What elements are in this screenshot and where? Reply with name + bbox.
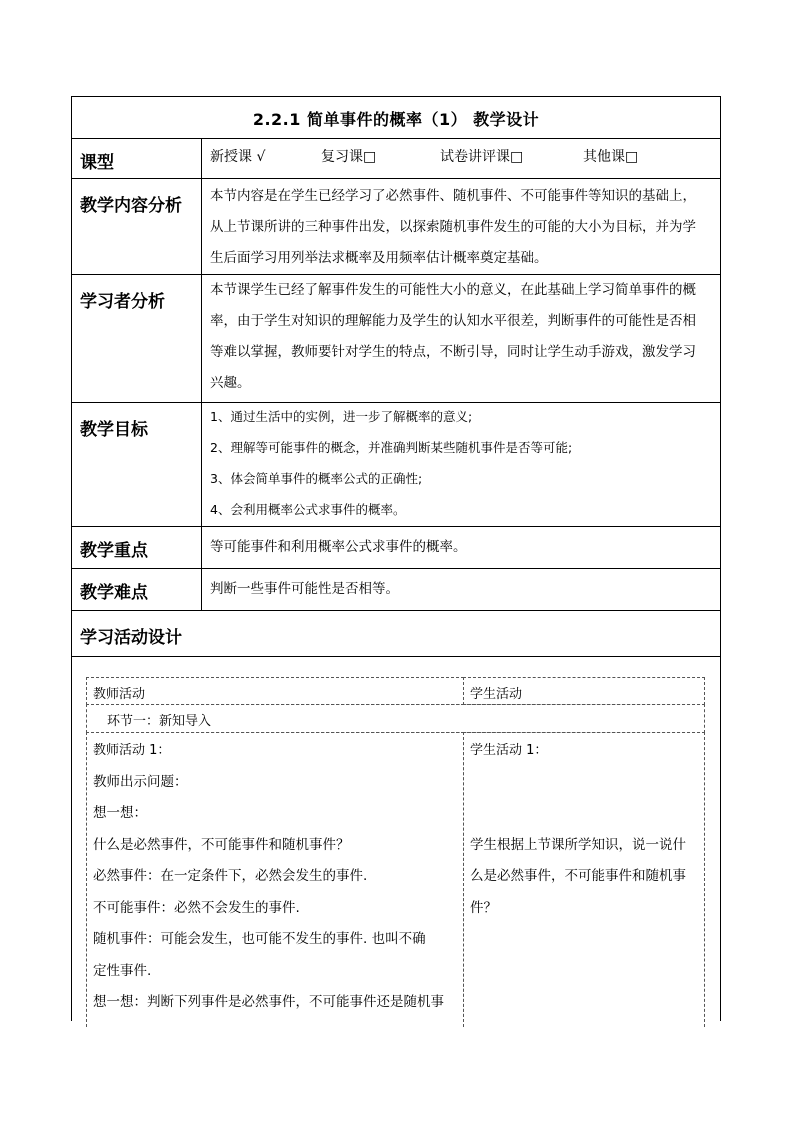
text-line: 定性事件. [93,962,152,979]
text-line: 从上节课所讲的三种事件出发，以探索随机事件发生的可能的大小为目标，并为学 [210,219,696,235]
activity-design-label: 学习活动设计 [80,628,182,648]
teacher-header-cell [86,677,464,705]
difficulties-text: 判断一些事件可能性是否相等。 [210,581,399,597]
text-line: 学生根据上节课所学知识，说一说什 [470,836,686,853]
student-activity-title: 学生活动 1： [470,743,548,758]
objectives-label: 教学目标 [80,420,148,440]
content-analysis-label-cell [72,179,202,274]
text-line: 教师出示问题： [93,773,188,790]
text-line: 件？ [470,899,497,916]
lesson-type-row [72,139,720,179]
teacher-activity-title: 教师活动 1： [93,743,171,758]
text-line: 兴趣。 [210,375,251,391]
learner-analysis-label: 学习者分析 [80,292,165,312]
content-analysis-label: 教学内容分析 [80,196,182,216]
page-title: 2.2.1 简单事件的概率（1） 教学设计 [252,110,540,129]
difficulties-label-cell [72,569,202,610]
key-points-label-cell [72,527,202,568]
teacher-header: 教师活动 [93,687,146,702]
text-line: 本节内容是在学生已经学习了必然事件、随机事件、不可能事件等知识的基础上， [210,188,696,204]
student-header-cell [463,677,705,705]
activity-design-row [72,611,720,657]
objectives-list [210,401,714,525]
difficulties-row [72,569,720,611]
learner-analysis-label-cell [72,275,202,402]
difficulties-label: 教学难点 [80,583,148,603]
text-line: 随机事件：可能会发生，也可能不发生的事件. 也叫不确 [93,931,426,947]
objectives-row [72,403,720,527]
key-points-row [72,527,720,569]
learner-analysis-text [210,275,714,399]
lesson-type-option: 其他课□ [583,149,639,165]
text-line: 必然事件：在一定条件下，必然会发生的事件. [93,868,368,884]
lesson-type-label-cell [72,139,202,178]
student-activity-content [470,735,686,924]
objectives-label-cell [72,403,202,526]
text-line: 么是必然事件，不可能事件和随机事 [470,868,686,884]
text-line: 想一想：判断下列事件是必然事件，不可能事件还是随机事 [93,994,444,1010]
lesson-type-label: 课型 [80,153,114,173]
lesson-type-option: 复习课□ [321,149,377,165]
lesson-type-option: 试卷讲评课□ [440,149,524,165]
text-line: 什么是必然事件，不可能事件和随机事件？ [93,836,350,853]
text-line: 本节课学生已经了解事件发生的可能性大小的意义，在此基础上学习简单事件的概 [210,282,696,298]
stage-title: 环节一：新知导入 [107,714,212,729]
lesson-type-option: 新授课 √ [210,149,266,165]
objective-item: 4、会利用概率公式求事件的概率。 [210,502,406,517]
content-analysis-text [210,181,714,274]
content-analysis-row [72,179,720,275]
teacher-activity-cell [86,732,464,1027]
learner-analysis-row [72,275,720,403]
text-line: 生后面学习用列举法求概率及用频率估计概率奠定基础。 [210,250,548,266]
objective-item: 1、通过生活中的实例，进一步了解概率的意义; [210,409,473,424]
objective-item: 2、理解等可能事件的概念，并准确判断某些随机事件是否等可能; [210,440,573,455]
stage-cell [86,704,705,733]
title-row [72,97,720,139]
text-line: 率，由于学生对知识的理解能力及学生的认知水平很差，判断事件的可能性是否相 [210,313,696,329]
text-line: 不可能事件：必然不会发生的事件. [93,899,300,916]
teacher-activity-content [93,735,444,1019]
key-points-label: 教学重点 [80,541,148,561]
objective-item: 3、体会简单事件的概率公式的正确性; [210,471,423,486]
student-activity-cell [463,732,705,1027]
text-line: 想一想： [93,805,147,821]
student-header: 学生活动 [470,687,523,702]
key-points-text: 等可能事件和利用概率公式求事件的概率。 [210,539,467,555]
text-line: 等难以掌握，教师要针对学生的特点，不断引导，同时让学生动手游戏，激发学习 [210,344,696,360]
